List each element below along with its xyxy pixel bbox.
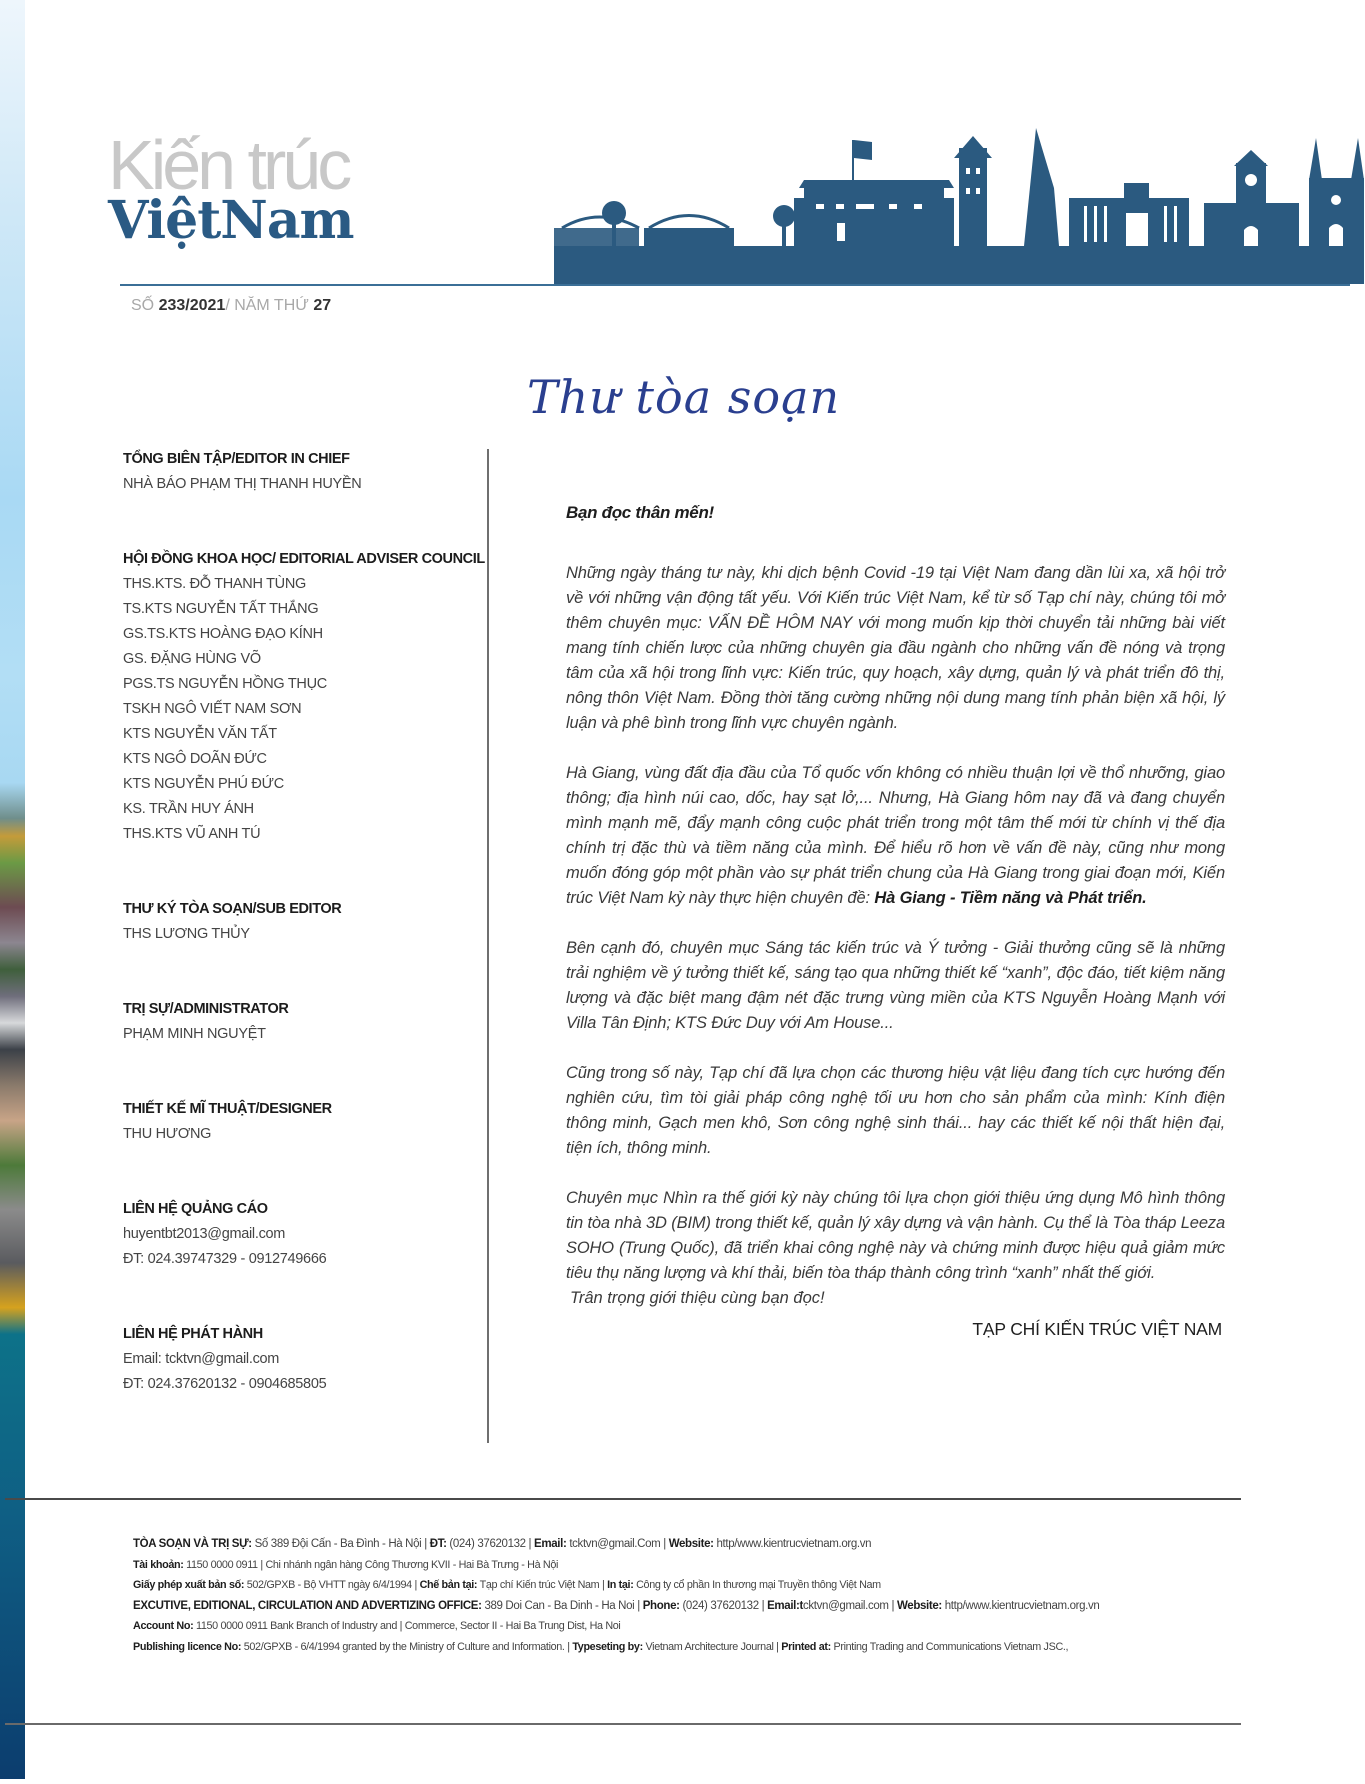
staff-ads-contact [123,1197,483,1272]
footer-line [133,1637,1253,1658]
ads-email: huyentbt2013@gmail.com [123,1226,286,1242]
footer-label: Publishing licence No: [133,1640,242,1653]
staff-name: THS.KTS. ĐỖ THANH TÙNG [123,576,306,592]
footer-label: Chế bản tại: [419,1579,478,1591]
footer-divider-bottom [5,1723,1241,1725]
footer-label: Printed at: [781,1640,831,1653]
staff-name: KS. TRẦN HUY ÁNH [123,801,254,817]
staff-name: PGS.TS NGUYỄN HỒNG THỤC [123,676,327,692]
city-skyline-illustration [554,128,1364,288]
footer-label: ĐT: [429,1538,447,1550]
masthead-divider [120,284,1350,286]
staff-distribution-contact [123,1322,483,1397]
issue-year-label: / NĂM THỨ [225,297,309,314]
letter-paragraph: Bên cạnh đó, chuyên mục Sáng tác kiến trúc và Ý tưởng - Giải thưởng cũng sẽ là những trải nghiệm về ý tưởng thiết kế, sáng tạo qua những thiết kế “xanh”, độc đáo, tiết kiệm năng lượng và đặc biệt mang đậm nét đặc trưng vùng miền của KTS Nguyễn Hoàng Mạnh với Villa Tân Định; KTS Đức Duy với Am House... [566,939,1225,1032]
footer-label: TÒA SOẠN VÀ TRỊ SỰ: [133,1538,252,1550]
footer-value: Công ty cổ phần In thương mại Truyền thông Việt Nam [633,1579,881,1591]
staff-name: KTS NGUYỄN VĂN TẤT [123,726,277,742]
distribution-email: Email: tcktvn@gmail.com [123,1351,280,1367]
footer-value: Vietnam Architecture Journal | [642,1640,782,1653]
staff-name: NHÀ BÁO PHẠM THỊ THANH HUYỀN [123,476,362,492]
footer-value: Printing Trading and Communications Vietnam JSC., [830,1640,1069,1653]
letter-paragraph: Chuyên mục Nhìn ra thế giới kỳ này chúng tôi lựa chọn giới thiệu ứng dụng Mô hình thông tin tòa nhà 3D (BIM) trong thiết kế, quản lý xây dựng và vận hành. Cụ thể là Tòa tháp Leeza SOHO (Trung Quốc), đã triển khai công nghệ này và chứng minh được hiệu quả giảm mức tiêu thụ năng lượng và khí thải, biến tòa tháp thành công trình “xanh” nhất thế giới. [566,1189,1225,1282]
editorial-letter [566,503,1225,1340]
column-divider [487,449,489,1443]
staff-heading: TỔNG BIÊN TẬP/EDITOR IN CHIEF [123,451,350,467]
letter-salutation: Bạn đọc thân mến! [566,503,714,522]
staff-name: THS.KTS VŨ ANH TÚ [123,826,261,842]
issue-number: 233/2021 [158,297,226,314]
issue-info [131,297,331,315]
staff-name: TSKH NGÔ VIẾT NAM SƠN [123,701,302,717]
letter-paragraph: Những ngày tháng tư này, khi dịch bệnh Covid -19 tại Việt Nam đang dần lùi xa, xã hội trở về với những vận động tất yếu. Với Kiến trúc Việt Nam, kể từ số Tạp chí này, chúng tôi mở thêm chuyên mục: VẤN ĐỀ HÔM NAY với mong muốn kịp thời chuyển tải những bài viết mang tính chiến lược của những chuyên gia đầu ngành cho những vấn đề nóng và trọng tâm của xã hội trong lĩnh vực: Kiến trúc, quy hoạch, xây dựng, quản lý và phát triển đô thị, nông thôn Việt Nam. Đồng thời tăng cường những nội dung mang tính phản biện xã hội, lý luận và phê bình trong lĩnh vực chuyên ngành. [566,564,1225,732]
footer-line [133,1575,1253,1596]
footer-label: In tại: [607,1579,634,1591]
letter-closing: Trân trọng giới thiệu cùng bạn đọc! [570,1289,825,1307]
staff-heading: LIÊN HỆ QUẢNG CÁO [123,1201,268,1217]
letter-signature: TẠP CHÍ KIẾN TRÚC VIỆT NAM [972,1319,1222,1339]
staff-name: THU HƯƠNG [123,1126,212,1142]
staff-name: KTS NGÔ DOÃN ĐỨC [123,751,267,767]
staff-name: GS.TS.KTS HOÀNG ĐẠO KÍNH [123,626,323,642]
staff-name: KTS NGUYỄN PHÚ ĐỨC [123,776,284,792]
staff-designer [123,1097,483,1147]
staff-name: PHẠM MINH NGUYỆT [123,1026,266,1042]
decorative-side-photo-strip [0,0,25,1779]
footer-value: 1150 0000 0911 | Chi nhánh ngân hàng Công Thương KVII - Hai Bà Trưng - Hà Nội [183,1558,559,1571]
issue-prefix: SỐ [131,297,155,314]
footer-value: http/www.kientrucvietnam.org.vn [941,1599,1100,1612]
staff-sub-editor [123,897,483,947]
footer-label: Website: [668,1538,714,1550]
footer-label: Email:t [767,1599,803,1612]
footer-value: cktvn@gmail.com | [802,1599,897,1612]
footer-value: Số 389 Đội Cấn - Ba Đình - Hà Nội | [251,1538,430,1550]
publication-footer [133,1534,1253,1657]
footer-value: (024) 37620132 | [679,1599,768,1612]
footer-label: Giấy phép xuất bản số: [133,1579,245,1591]
footer-line [133,1534,1253,1555]
footer-value: tcktvn@gmail.Com | [566,1538,669,1550]
distribution-phone: ĐT: 024.37620132 - 0904685805 [123,1376,327,1392]
issue-year: 27 [313,297,332,314]
footer-label: Phone: [642,1599,680,1612]
staff-name: THS LƯƠNG THỦY [123,926,250,942]
footer-line [133,1555,1253,1576]
footer-line [133,1596,1253,1617]
footer-value: http/www.kientrucvietnam.org.vn [713,1538,872,1550]
footer-value: Tạp chí Kiến trúc Việt Nam | [477,1579,608,1591]
footer-value: 502/GPXB - Bộ VHTT ngày 6/4/1994 | [244,1579,420,1591]
letter-title: Thư tòa soạn [527,370,841,424]
staff-heading: HỘI ĐỒNG KHOA HỌC/ EDITORIAL ADVISER COUNCIL [123,551,485,567]
staff-name: TS.KTS NGUYỄN TẤT THẮNG [123,601,319,617]
logo-line-kien-truc: Kiến trúc [108,126,349,204]
staff-editor-in-chief [123,447,483,497]
footer-value: 502/GPXB - 6/4/1994 granted by the Ministry of Culture and Information. | [241,1640,573,1653]
footer-value: (024) 37620132 | [446,1538,535,1550]
logo-line-viet-nam: ViệtNam [108,190,354,251]
footer-line [133,1616,1253,1637]
staff-heading: LIÊN HỆ PHÁT HÀNH [123,1326,263,1342]
footer-label: Website: [896,1599,942,1612]
footer-label: Email: [534,1538,567,1550]
staff-heading: TRỊ SỰ/ADMINISTRATOR [123,1001,289,1017]
footer-label: EXCUTIVE, EDITIONAL, CIRCULATION AND ADVERTIZING OFFICE: [133,1599,482,1612]
staff-administrator [123,997,483,1047]
footer-value: 389 Doi Can - Ba Dinh - Ha Noi | [481,1599,643,1612]
footer-value: 1150 0000 0911 Bank Branch of Industry and | Commerce, Sector II - Hai Ba Trung Dist, Ha Noi [193,1620,621,1632]
staff-council [123,547,483,847]
staff-heading: THƯ KÝ TÒA SOẠN/SUB EDITOR [123,901,342,917]
feature-topic: Hà Giang - Tiềm năng và Phát triển. [874,889,1147,907]
footer-label: Account No: [133,1620,194,1632]
staff-heading: THIẾT KẾ MĨ THUẬT/DESIGNER [123,1101,332,1117]
ads-phone: ĐT: 024.39747329 - 0912749666 [123,1251,327,1267]
footer-divider-top [5,1498,1241,1500]
footer-label: Tài khoản: [133,1558,184,1571]
staff-name: GS. ĐẶNG HÙNG VÕ [123,651,261,667]
letter-paragraph [566,761,1225,911]
footer-label: Typeseting by: [572,1640,643,1653]
skyline-silhouette [554,128,1364,284]
letter-paragraph: Cũng trong số này, Tạp chí đã lựa chọn các thương hiệu vật liệu đang tích cực hướng đến nghiên cứu, tìm tòi giải pháp công nghệ tối ưu hơn cho sản phẩm của mình: Kính điện thông minh, Gạch men khô, Sơn công nghệ sinh thái... hay các thiết kế nội thất hiện đại, tiện ích, thông minh. [566,1064,1225,1157]
staff-credits [123,447,483,1397]
letter-paragraph-text: Hà Giang, vùng đất địa đầu của Tổ quốc vốn không có nhiều thuận lợi về thổ nhưỡng, giao thông; địa hình núi cao, dốc, hay sạt lở,... Nhưng, Hà Giang hôm nay đã và đang chuyển mình mạnh mẽ, đẩy mạnh công cuộc phát triển trong một tâm thế mới từ chính vị thế địa chính trị đặc thù và tiềm năng của mình. Để hiểu rõ hơn về vấn đề này, cũng như mong muốn đóng góp một phần vào sự phát triển chung của Hà Giang trong giai đoạn mới, Kiến trúc Việt Nam kỳ này thực hiện chuyên đề: [566,764,1225,907]
